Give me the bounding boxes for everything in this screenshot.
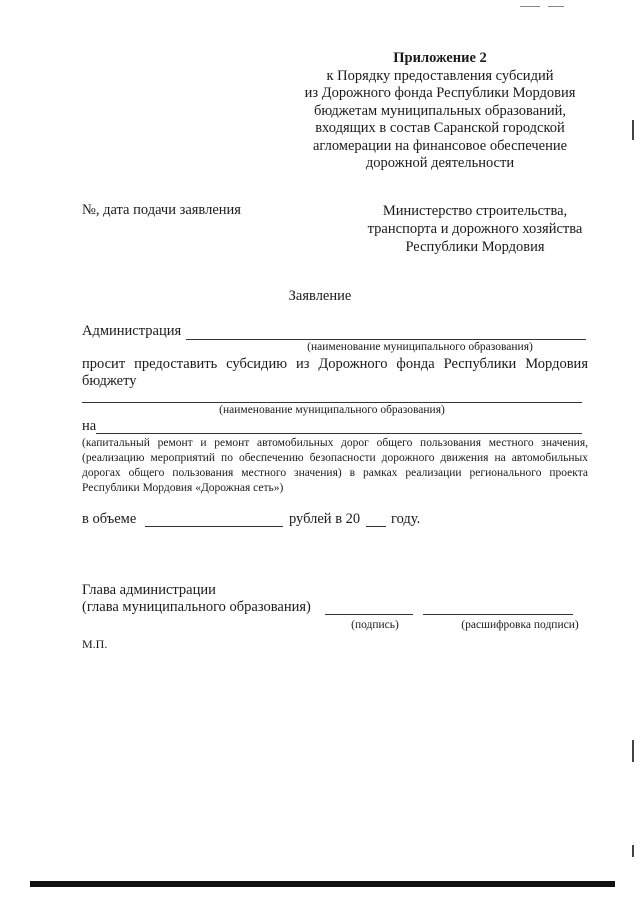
scan-bottom-bar: [30, 881, 615, 887]
appendix-line: входящих в состав Саранской городской: [315, 120, 565, 136]
appendix-title: Приложение 2: [393, 50, 487, 66]
number-date-label: №, дата подачи заявления: [82, 202, 241, 218]
appendix-line: агломерации на финансовое обеспечение: [312, 137, 568, 154]
scan-speck: [548, 6, 564, 7]
amount-prefix: в объеме: [82, 511, 137, 527]
appendix-line: к Порядку предоставления субсидий: [326, 67, 554, 84]
head-label: Глава администрации: [82, 582, 216, 598]
scan-edge-mark: [632, 740, 634, 762]
amount-middle: рублей в 20: [289, 511, 361, 527]
appendix-line: дорожной деятельности: [365, 155, 515, 171]
addressee-line: Республики Мордовия: [405, 239, 545, 255]
amount-input-line[interactable]: [145, 526, 283, 527]
administration-input-line[interactable]: [186, 339, 586, 340]
seal-label: М.П.: [82, 637, 108, 651]
appendix-line: из Дорожного фонда Республики Мордовия: [304, 85, 576, 101]
scan-speck: [520, 6, 540, 7]
addressee-block: [350, 202, 600, 256]
administration-hint: (наименование муниципального образования): [307, 341, 533, 353]
appendix-line: бюджетам муниципальных образований,: [313, 102, 567, 119]
year-input-line[interactable]: [366, 526, 386, 527]
administration-label: Администрация: [82, 323, 182, 339]
budget-hint: (наименование муниципального образования): [219, 404, 445, 416]
scan-edge-mark: [632, 120, 634, 140]
scan-edge-mark: [632, 845, 634, 857]
purpose-text: (капитальный ремонт и ремонт автомобильных дорог общего пользования местного значения, (реализацию мероприятий по обеспечению безопасности дорожного движения на автомобильных дорогах общего пользования местного значения) в рамках реализации регионального проекта Республики Мордовия «Дорожная сеть»): [82, 437, 588, 494]
addressee-line: Министерство строительства,: [382, 203, 568, 219]
appendix-block: [290, 50, 590, 173]
decoding-input-line[interactable]: [423, 614, 573, 615]
budget-input-line[interactable]: [82, 402, 582, 403]
signature-input-line[interactable]: [325, 614, 413, 615]
on-label: на: [82, 418, 97, 434]
purpose-input-line[interactable]: [96, 433, 582, 434]
document-title: Заявление: [288, 288, 352, 304]
amount-suffix: году.: [391, 511, 421, 527]
addressee-line: транспорта и дорожного хозяйства: [367, 221, 583, 237]
head-sublabel: (глава муниципального образования): [82, 599, 311, 615]
decoding-hint: (расшифровка подписи): [461, 619, 579, 631]
request-text: просит предоставить субсидию из Дорожного фонда Республики Мордовия бюджету: [82, 356, 588, 389]
signature-hint: (подпись): [351, 619, 399, 631]
